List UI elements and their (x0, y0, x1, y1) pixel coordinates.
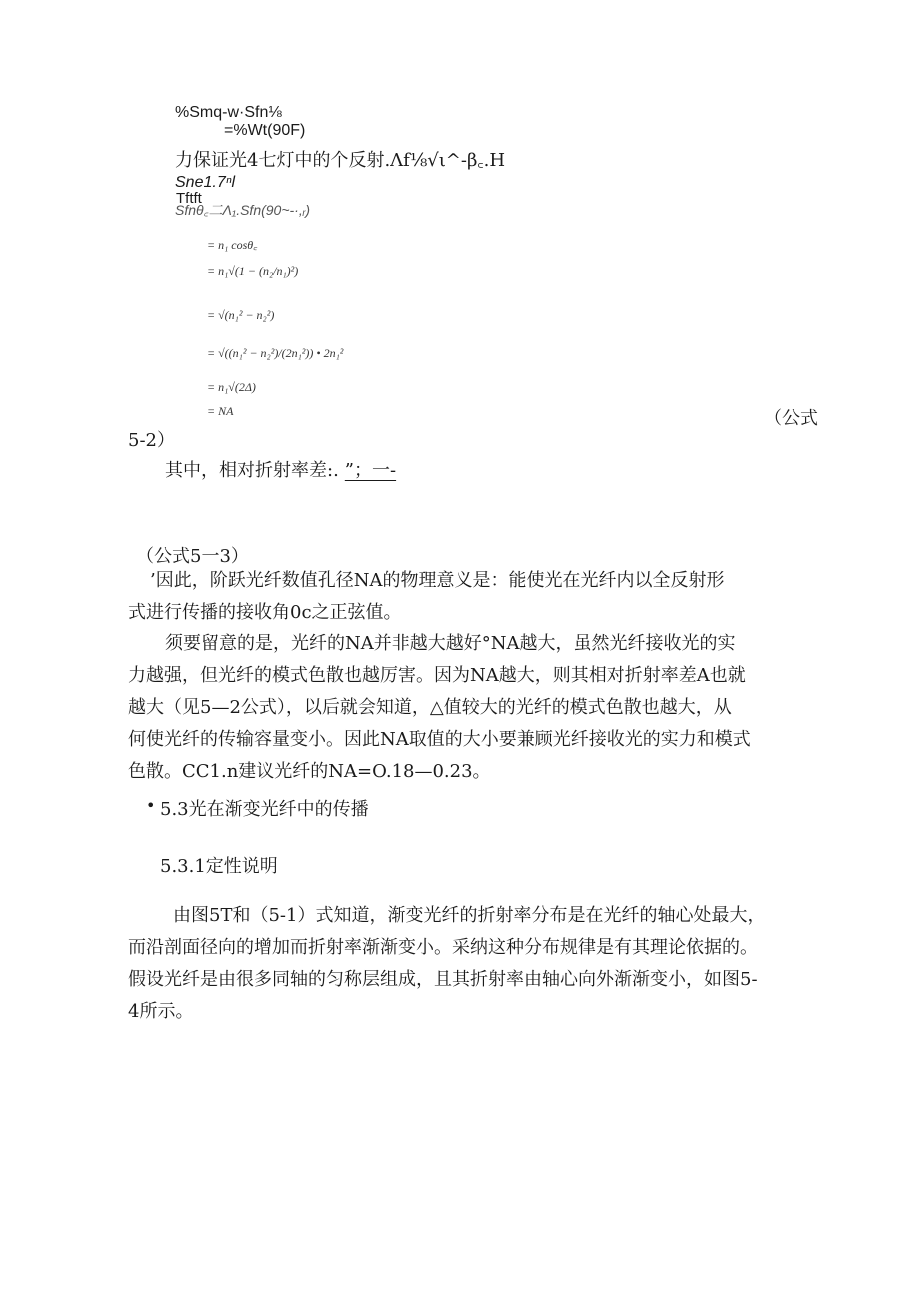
derivation-step-1: = n₁ cosθ꜀ (207, 238, 258, 252)
paragraph-graded-fiber-line-3: 假设光纤是由很多同轴的匀称层组成，且其折射率由轴心向外渐渐变小，如图5- (128, 969, 758, 990)
formula-fragment-3: 力保证光4七灯中的个反射.Λf⅛√ι^-β꜀.H (175, 150, 506, 171)
paragraph-na-meaning-line-2: 式进行传播的接收角0c之正弦值。 (128, 602, 402, 623)
formula-fragment-4: Sne1.7ⁿl (175, 174, 236, 191)
formula-label-left: 5-2） (128, 430, 175, 451)
derivation-step-6: = NA (207, 404, 234, 418)
relative-index-line (165, 456, 396, 482)
formula-label-right: （公式 (764, 408, 818, 429)
paragraph-graded-fiber-line-1: 由图5T和（5-1）式知道，渐变光纤的折射率分布是在光纤的轴心处最大， (173, 905, 766, 926)
bullet-dot: • (146, 796, 156, 815)
formula-5-3-label: （公式5一3） (136, 546, 249, 567)
formula-fragment-6: Sfnθ꜀二Λ₁.Sfn(90~-·,ᵣ) (175, 202, 311, 218)
derivation-step-2: = n₁√(1 − (n₂/n₁)²) (207, 264, 299, 278)
formula-fragment-1: %Smq-w·Sfn⅛ (175, 104, 282, 121)
derivation-step-3: = √(n₁² − n₂²) (207, 308, 275, 322)
derivation-step-4: = √((n₁² − n₂²)/(2n₁²)) • 2n₁² (207, 346, 344, 360)
relative-index-underlined: ”；一- (344, 460, 397, 481)
formula-fragment-5: Tftft (176, 190, 202, 207)
paragraph-na-caution-line-5: 色散。CC1.n建议光纤的NA=O.18—0.23。 (128, 761, 491, 782)
subsection-heading: 5.3.1定性说明 (160, 856, 278, 877)
paragraph-na-caution-line-4: 何使光纤的传输容量变小。因此NA取值的大小要兼顾光纤接收光的实力和模式 (128, 729, 751, 750)
relative-index-prefix: 其中，相对折射率差:. (165, 460, 339, 481)
paragraph-graded-fiber-line-4: 4所示。 (128, 1001, 194, 1022)
derivation-step-5: = n₁√(2Δ) (207, 380, 256, 394)
paragraph-graded-fiber-line-2: 而沿剖面径向的增加而折射率渐渐变小。采纳这种分布规律是有其理论依据的。 (128, 937, 758, 958)
section-heading: 5.3光在渐变光纤中的传播 (160, 799, 369, 820)
formula-fragment-2: =%Wt(90F) (224, 122, 306, 139)
paragraph-na-caution-line-1: 须要留意的是，光纤的NA并非越大越好°NA越大，虽然光纤接收光的实 (165, 633, 736, 654)
paragraph-na-caution-line-3: 越大（见5—2公式），以后就会知道，△值较大的光纤的模式色散也越大，从 (128, 697, 732, 718)
paragraph-na-meaning-line-1: ’因此，阶跃光纤数值孔径NA的物理意义是：能使光在光纤内以全反射形 (150, 570, 725, 591)
paragraph-na-caution-line-2: 力越强，但光纤的模式色散也越厉害。因为NA越大，则其相对折射率差A也就 (128, 665, 746, 686)
